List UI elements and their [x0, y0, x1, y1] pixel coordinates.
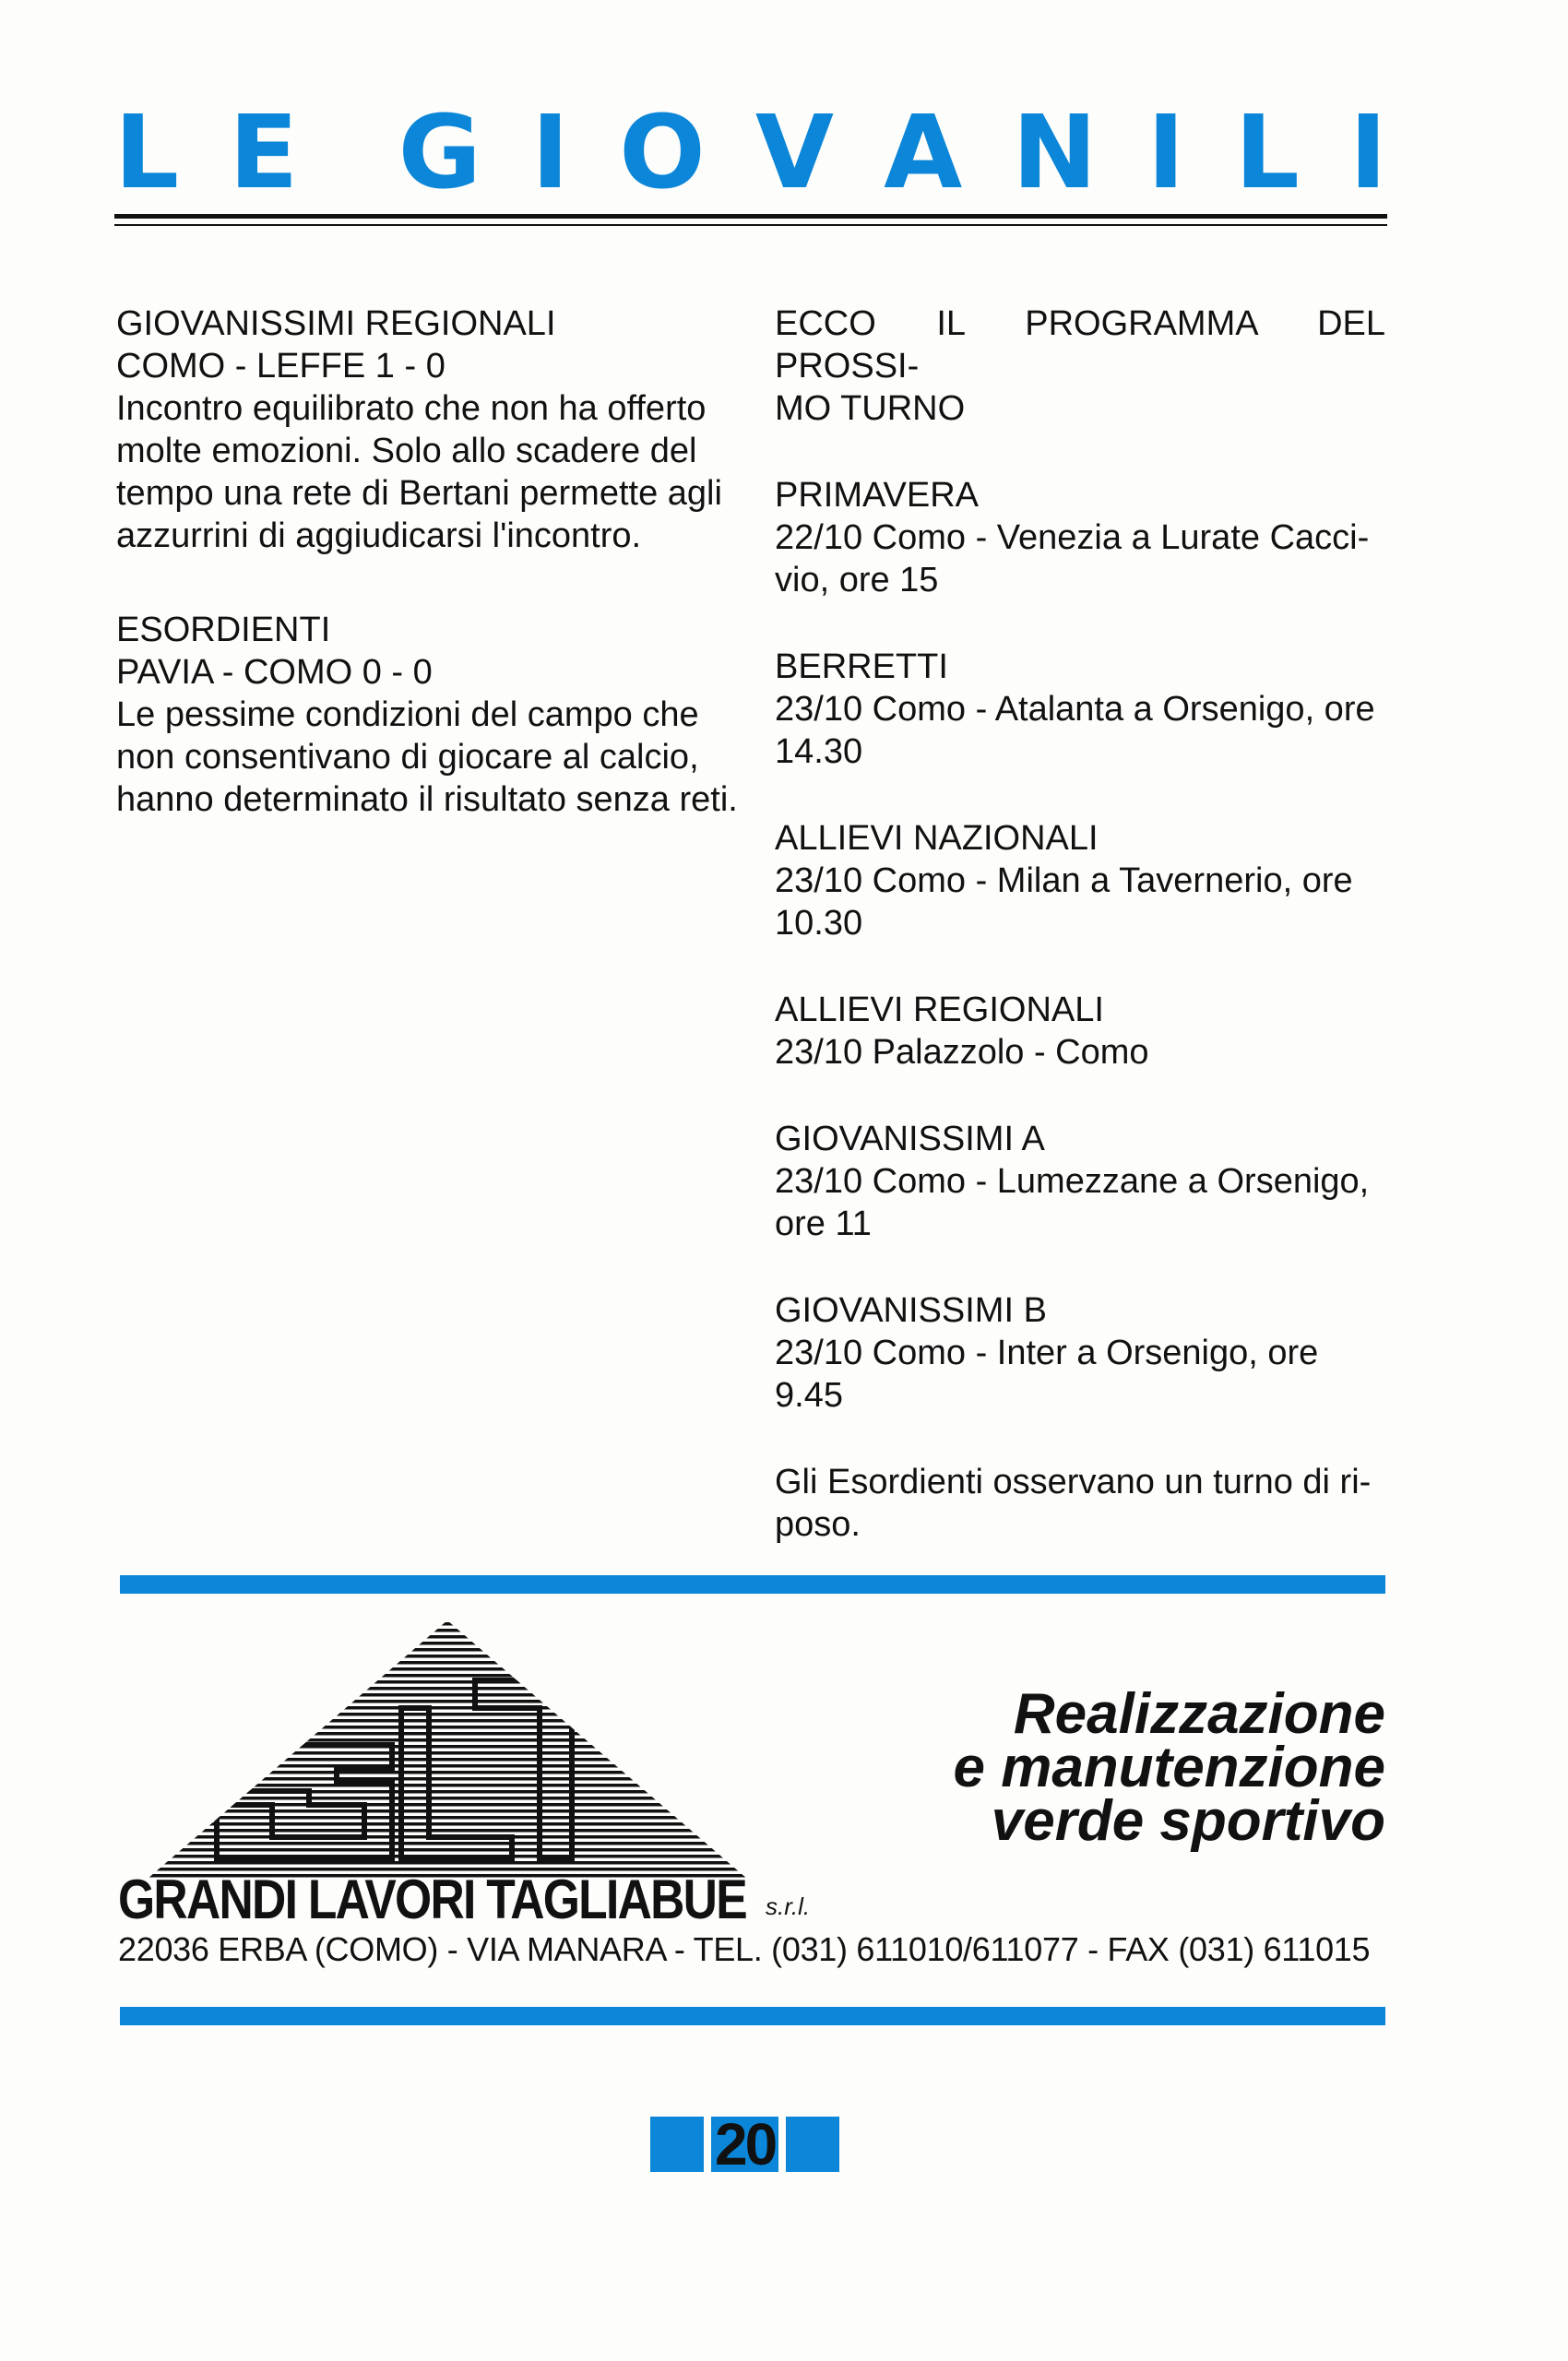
line-text: 10.30 [775, 904, 863, 943]
line-text: 23/10 Como - Milan a Tavernerio, ore [775, 861, 1353, 900]
fixture-category: GIOVANISSIMI B [775, 1291, 1047, 1330]
line-text: Gli Esordienti osservano un turno di ri- [775, 1463, 1372, 1501]
title-letter: I [1146, 93, 1185, 211]
schedule-column [775, 303, 1385, 1590]
match-result: COMO - LEFFE 1 - 0 [116, 347, 445, 386]
line-text: 23/10 Palazzolo - Como [775, 1033, 1149, 1072]
title-letter: I [1348, 93, 1387, 211]
page-number-square-icon [650, 2117, 704, 2172]
line-text: poso. [775, 1505, 861, 1544]
result-section [116, 609, 738, 821]
slogan-line: e manutenzione [953, 1736, 1385, 1799]
fixture-category: ALLIEVI NAZIONALI [775, 819, 1099, 858]
line-text: Incontro equilibrato che non ha offerto [116, 389, 707, 428]
line-text: ore 11 [775, 1204, 872, 1243]
line-text: MO TURNO [775, 389, 966, 428]
page-number [650, 2112, 839, 2177]
match-result: PAVIA - COMO 0 - 0 [116, 653, 433, 692]
fixture [775, 474, 1385, 601]
line-text: 23/10 Como - Lumezzane a Orsenigo, [775, 1162, 1370, 1201]
title-letter: O [619, 93, 706, 211]
fixture [775, 989, 1385, 1074]
title-letter: V [754, 93, 834, 211]
page-number-text: 20 [711, 2117, 778, 2172]
advert-slogan [953, 1682, 1385, 1853]
advert-band-top [120, 1575, 1385, 1594]
company-suffix: s.r.l. [766, 1892, 811, 1920]
section-heading: ESORDIENTI [116, 611, 331, 649]
title-rule-thick [114, 214, 1387, 219]
fixture-category: PRIMAVERA [775, 476, 980, 515]
title-rule-thin [114, 224, 1387, 226]
line-text: 14.30 [775, 732, 863, 771]
fixture-category: BERRETTI [775, 647, 948, 686]
section-heading: GIOVANISSIMI REGIONALI [116, 304, 556, 343]
company-name: GRANDI LAVORI TAGLIABUE [118, 1869, 746, 1930]
schedule-intro [775, 303, 1385, 430]
slogan-line: Realizzazione [1013, 1682, 1385, 1746]
line-text: hanno determinato il risultato senza reti. [116, 780, 738, 819]
slogan-line: verde sportivo [991, 1789, 1385, 1853]
result-section [116, 303, 729, 557]
title-letter: E [229, 93, 299, 211]
line-text: molte emozioni. Solo allo scadere del [116, 432, 697, 470]
line-text: Le pessime condizioni del campo che [116, 695, 699, 734]
results-column [116, 303, 738, 865]
title-letter: I [531, 93, 570, 211]
line-text: azzurrini di aggiudicarsi l'incontro. [116, 516, 642, 555]
page-title [114, 93, 1387, 211]
line-text: 9.45 [775, 1376, 843, 1415]
glt-pyramid-logo [125, 1616, 770, 1883]
fixture [775, 817, 1385, 944]
title-letter: A [884, 93, 963, 211]
schedule-note [775, 1461, 1385, 1546]
company-address: 22036 ERBA (COMO) - VIA MANARA - TEL. (031) 611010/611077 - FAX (031) 611015 [118, 1930, 1371, 1968]
title-letter: L [114, 93, 180, 211]
line-text: non consentivano di giocare al calcio, [116, 738, 699, 777]
advert-band-bottom [120, 2007, 1385, 2025]
fixture [775, 1118, 1385, 1245]
title-letter: G [398, 93, 481, 211]
page-number-square-icon [786, 2117, 839, 2172]
line-text: 22/10 Como - Venezia a Lurate Cacci- [775, 518, 1370, 557]
title-letter: L [1234, 93, 1300, 211]
line-text: vio, ore 15 [775, 561, 939, 599]
line-text: tempo una rete di Bertani permette agli [116, 474, 722, 513]
line-text: ECCO IL PROGRAMMA DEL PROSSI- [775, 304, 1385, 386]
line-text: 23/10 Como - Atalanta a Orsenigo, ore [775, 690, 1375, 729]
line-text: 23/10 Como - Inter a Orsenigo, ore [775, 1334, 1319, 1372]
fixture [775, 1289, 1385, 1417]
fixture [775, 646, 1385, 773]
title-letter: N [1012, 93, 1098, 211]
fixture-category: GIOVANISSIMI A [775, 1120, 1045, 1158]
fixture-category: ALLIEVI REGIONALI [775, 991, 1104, 1029]
